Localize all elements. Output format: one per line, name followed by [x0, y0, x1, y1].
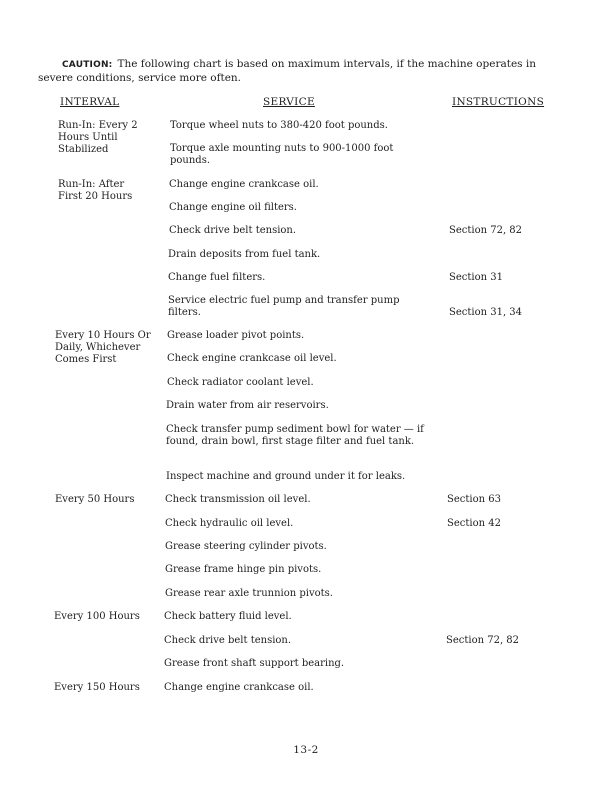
instructions-column-header: INSTRUCTIONS — [452, 96, 545, 108]
service-item: Change engine oil filters. — [169, 202, 297, 213]
service-column-header: SERVICE — [263, 96, 315, 108]
instruction-reference: Section 42 — [447, 518, 501, 529]
interval-every-150-hours: Every 150 Hours — [54, 682, 140, 693]
service-item: Grease steering cylinder pivots. — [165, 541, 327, 552]
service-item: Grease rear axle trunnion pivots. — [165, 588, 333, 599]
caution-label: CAUTION: — [62, 60, 113, 70]
service-item: Change engine crankcase oil. — [169, 179, 319, 190]
service-item: Grease loader pivot points. — [167, 330, 305, 341]
instruction-reference: Section 31, 34 — [449, 307, 523, 318]
instruction-reference: Section 72, 82 — [449, 225, 523, 236]
interval-every-50-hours: Every 50 Hours — [55, 494, 135, 505]
service-item: Check battery fluid level. — [164, 611, 292, 622]
instruction-reference: Section 72, 82 — [446, 635, 520, 646]
service-item: Check radiator coolant level. — [167, 377, 314, 388]
instruction-reference: Section 31 — [449, 272, 503, 283]
service-item: Grease frame hinge pin pivots. — [165, 564, 322, 575]
interval-every-100-hours: Every 100 Hours — [54, 611, 140, 622]
service-item: Grease front shaft support bearing. — [164, 658, 345, 669]
interval-run-in-20-hours: Run-In: After First 20 Hours — [58, 179, 133, 202]
page-number: 13-2 — [293, 744, 319, 756]
service-item: Check hydraulic oil level. — [165, 518, 294, 529]
interval-every-10-hours: Every 10 Hours Or Daily, Whichever Comes First — [55, 330, 151, 365]
interval-column-header: INTERVAL — [60, 96, 120, 108]
service-item: Check drive belt tension. — [164, 635, 292, 646]
service-item: Change engine crankcase oil. — [164, 682, 314, 693]
service-item: Check engine crankcase oil level. — [167, 353, 337, 364]
service-item: Check drive belt tension. — [169, 225, 297, 236]
instruction-reference: Section 63 — [447, 494, 501, 505]
service-item: Check transfer pump sediment bowl for water — if found, drain bowl, first stage filter and fuel tank. — [166, 424, 424, 447]
service-item: Change fuel filters. — [168, 272, 266, 283]
service-item: Drain deposits from fuel tank. — [168, 249, 321, 260]
interval-run-in-2-hours: Run-In: Every 2 Hours Until Stabilized — [58, 120, 138, 155]
caution-text: The following chart is based on maximum intervals, if the machine operates in severe conditions, service more often. — [38, 58, 537, 84]
service-item: Torque axle mounting nuts to 900-1000 foot pounds. — [170, 143, 394, 166]
service-item: Check transmission oil level. — [165, 494, 311, 505]
caution-paragraph — [38, 58, 558, 85]
service-item: Drain water from air reservoirs. — [166, 400, 329, 411]
service-item: Service electric fuel pump and transfer pump filters. — [168, 295, 400, 318]
service-item: Inspect machine and ground under it for leaks. — [166, 471, 406, 482]
service-item: Torque wheel nuts to 380-420 foot pounds. — [170, 120, 388, 131]
